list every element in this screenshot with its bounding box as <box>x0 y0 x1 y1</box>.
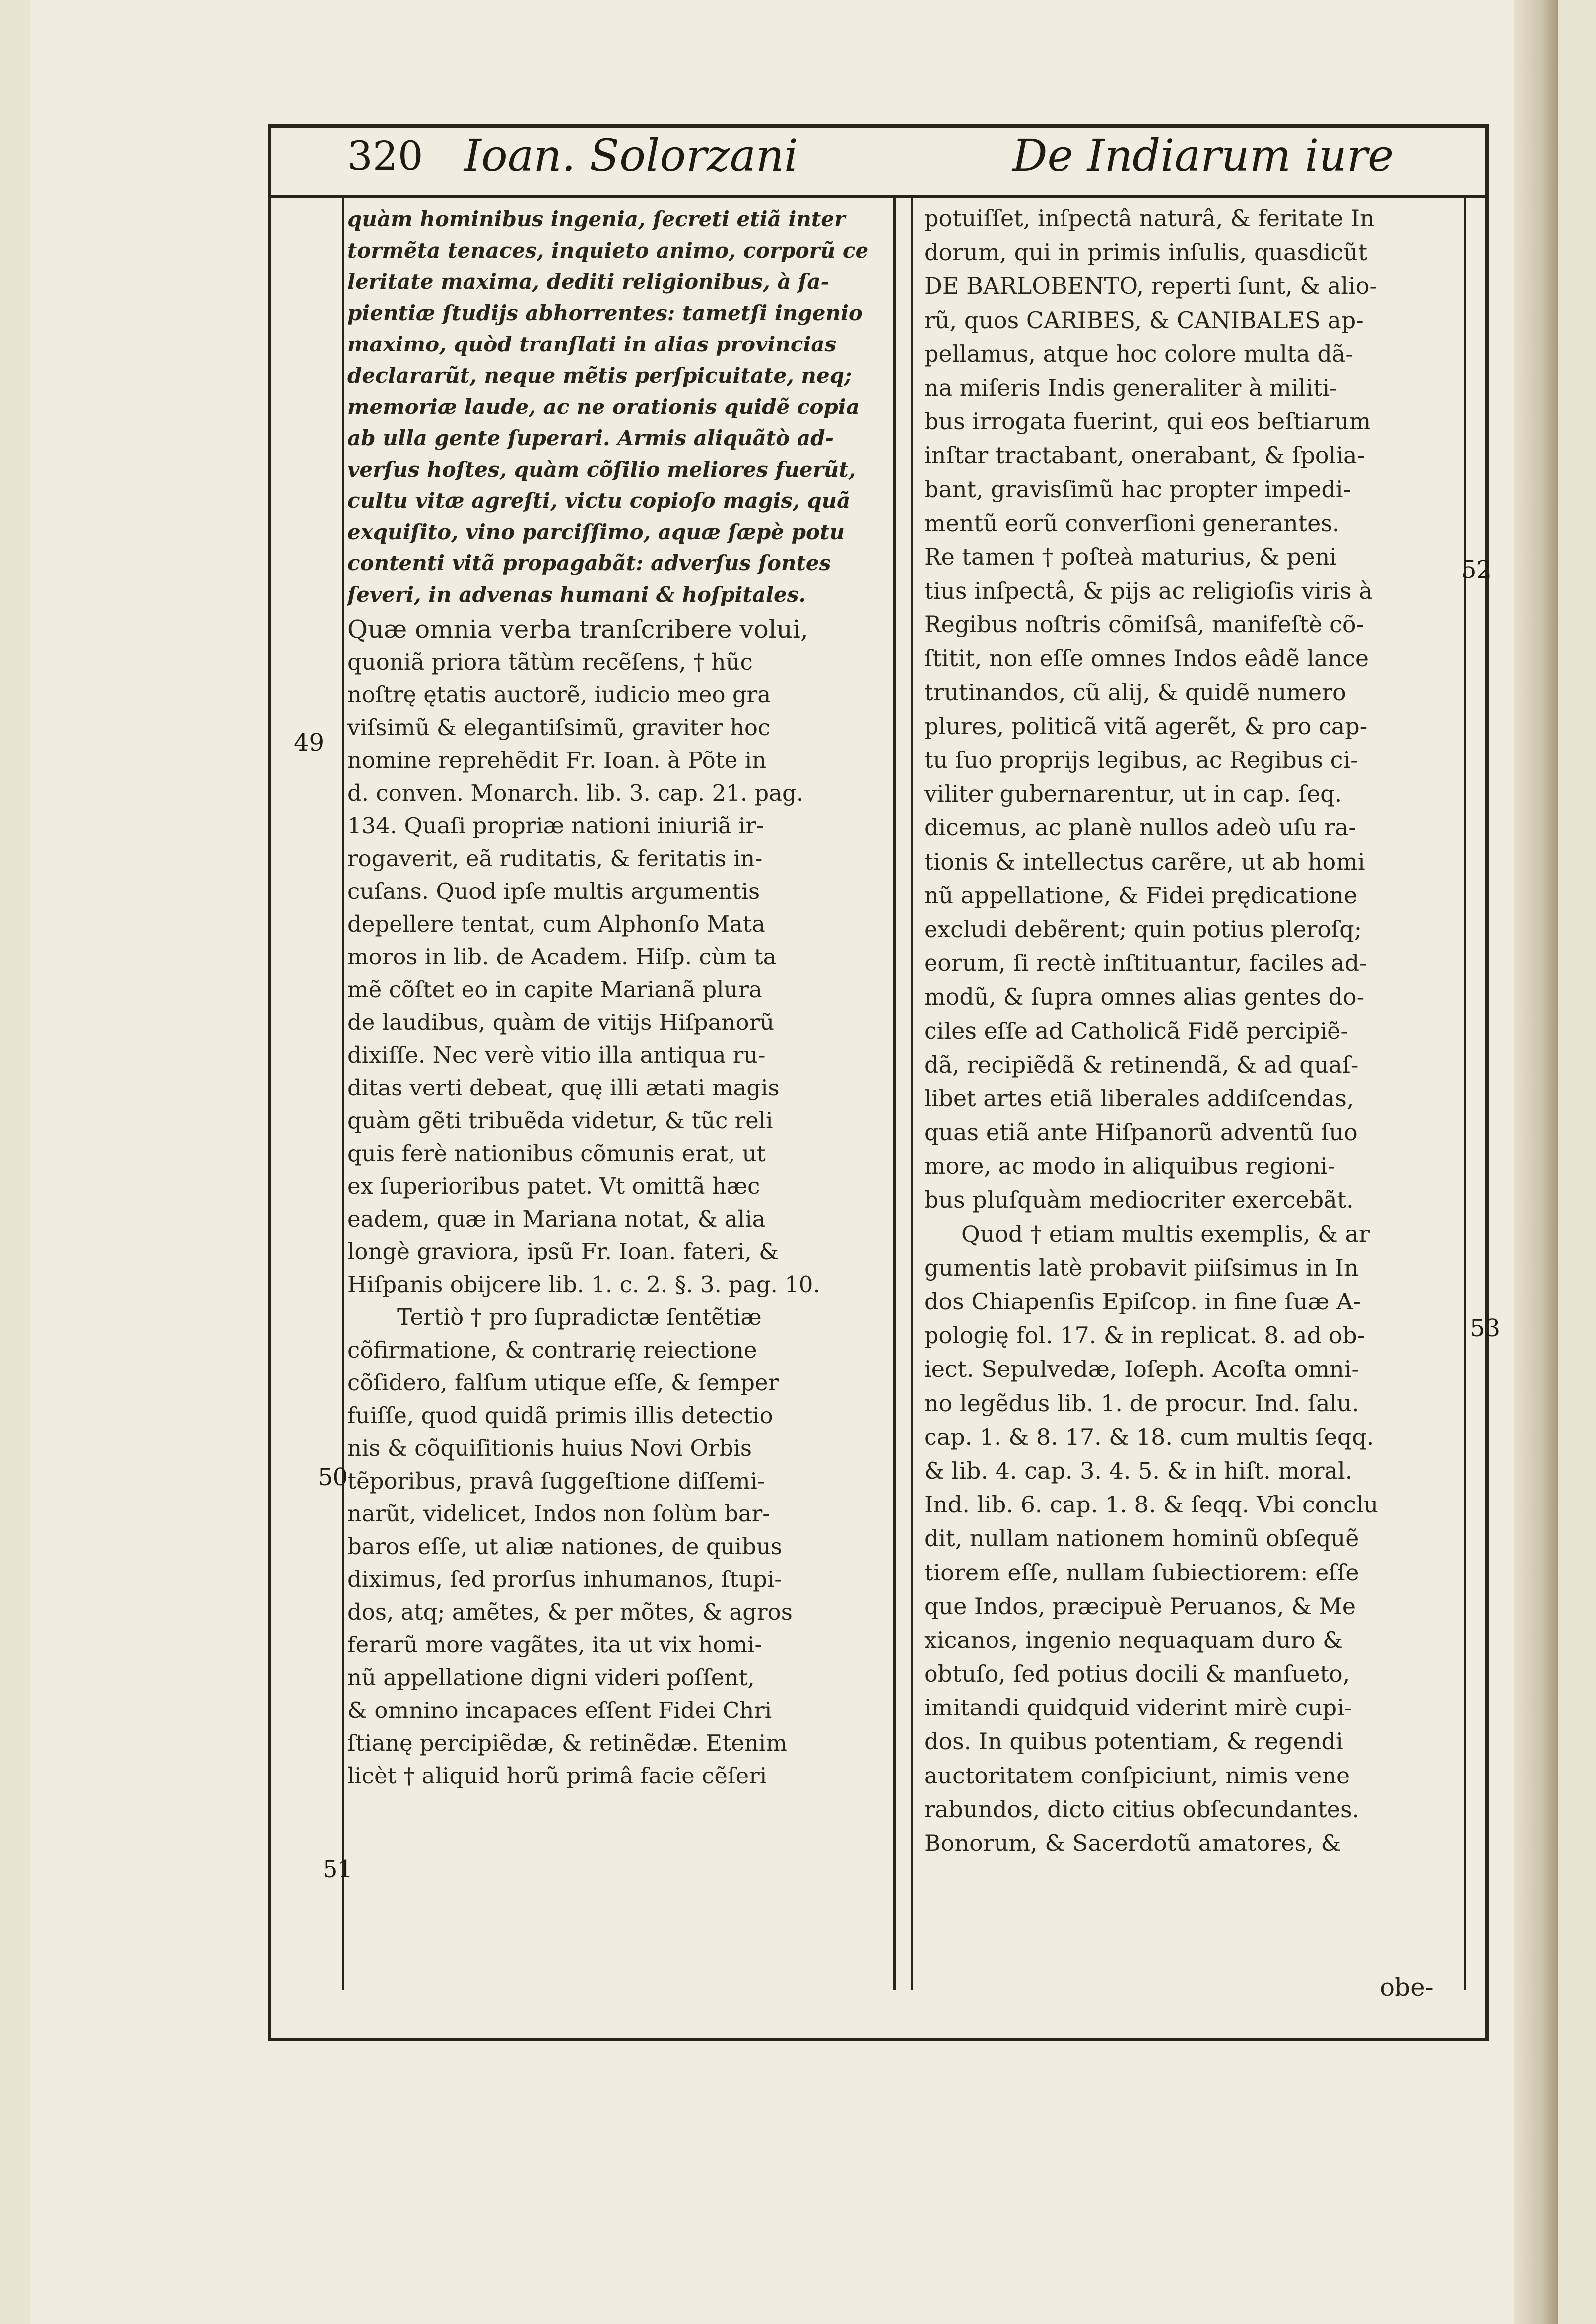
body-line: eadem, quæ in Mariana notat, & alia <box>347 1206 766 1232</box>
quote-line: maximo, quòd tranſlati in alias provincias <box>347 332 837 356</box>
page-number: 320 <box>347 133 423 179</box>
body-line: rũ, quos CARIBES, & CANIBALES ap- <box>924 306 1364 334</box>
body-line: nomine reprehẽdit Fr. Ioan. à Põte in <box>347 747 767 773</box>
body-line: cuſans. Quod ipſe multis argumentis <box>347 878 760 904</box>
body-line: dit, nullam nationem hominũ obſequẽ <box>924 1525 1359 1552</box>
body-line: more, ac modo in aliquibus regioni- <box>924 1153 1335 1180</box>
body-line: nũ appellatione digni videri poſſent, <box>347 1664 755 1691</box>
body-line: ſtianę percipiẽdæ, & retinẽdæ. Etenim <box>347 1730 787 1756</box>
body-line: cõfirmatione, & contrarię reiectione <box>347 1337 757 1363</box>
body-line: noſtrę ętatis auctorẽ, iudicio meo gra <box>347 682 771 708</box>
margin-number-50: 50 <box>318 1463 348 1491</box>
body-line: rabundos, dicto citius obſecundantes. <box>924 1795 1360 1823</box>
body-line: quis ferè nationibus cõmunis erat, ut <box>347 1140 766 1166</box>
body-line: dã, recipiẽdã & retinendã, & ad quaſ- <box>924 1051 1359 1078</box>
body-line: cap. 1. & 8. 17. & 18. cum multis ſeqq. <box>924 1423 1374 1450</box>
body-line: plures, politicã vitã agerẽt, & pro cap- <box>924 712 1368 740</box>
body-line: ciles eſſe ad Catholicã Fidẽ percipiẽ- <box>924 1017 1348 1044</box>
body-line: bus irrogata fuerint, qui eos beſtiarum <box>924 408 1371 435</box>
body-line: longè graviora, ipsũ Fr. Ioan. fateri, & <box>347 1238 779 1265</box>
column-divider-2 <box>911 196 913 1990</box>
body-line: tius inſpectâ, & pijs ac religioſis viris à <box>924 577 1373 605</box>
body-line: ditas verti debeat, quę illi ætati magis <box>347 1075 780 1101</box>
quote-line: quàm hominibus ingenia, ſecreti etiã inter <box>347 207 846 231</box>
body-line: dos Chiapenſis Epiſcop. in fine ſuæ A- <box>924 1288 1361 1315</box>
body-line: dorum, qui in primis inſulis, quasdicũt <box>924 239 1368 266</box>
frame-left-rule <box>268 124 271 2040</box>
body-line: inſtar tractabant, onerabant, & ſpolia- <box>924 442 1365 469</box>
catchword: obe- <box>1380 1973 1434 2002</box>
body-line: bus pluſquàm mediocriter exercebãt. <box>924 1186 1354 1214</box>
body-line: libet artes etiã liberales addiſcendas, <box>924 1085 1354 1112</box>
body-line: auctoritatem conſpiciunt, nimis vene <box>924 1762 1350 1789</box>
body-line: Tertiò † pro ſupradictæ ſentẽtiæ <box>397 1304 762 1330</box>
quote-line: declararũt, neque mẽtis perſpicuitate, neq; <box>347 363 852 388</box>
header-rule <box>268 124 1489 128</box>
body-line: Re tamen † poſteà maturius, & peni <box>924 543 1337 570</box>
quote-line: ſeveri, in advenas humani & hoſpitales. <box>347 582 806 607</box>
body-line: iect. Sepulvedæ, Ioſeph. Acoſta omni- <box>924 1356 1359 1383</box>
quote-line: contenti vitã propagabãt: adverſus ſontes <box>347 551 831 575</box>
body-line: Quæ omnia verba tranſcribere volui, <box>347 615 808 644</box>
body-line: Quod † etiam multis exemplis, & ar <box>961 1220 1370 1247</box>
body-line: narũt, videlicet, Indos non ſolùm bar- <box>347 1501 770 1527</box>
quoted-passage <box>347 204 878 610</box>
body-line: excludi debẽrent; quin potius pleroſq; <box>924 915 1362 943</box>
body-line: quas etiã ante Hiſpanorũ adventũ ſuo <box>924 1119 1358 1146</box>
body-line: viſsimũ & elegantiſsimũ, graviter hoc <box>347 714 771 741</box>
body-line: fuiſſe, quod quidã primis illis detectio <box>347 1402 773 1429</box>
inner-right-rule <box>1464 196 1466 1990</box>
footer-rule <box>268 2038 1489 2041</box>
body-line: gumentis latè probavit piiſsimus in In <box>924 1254 1359 1281</box>
body-line: & omnino incapaces eſſent Fidei Chri <box>347 1697 772 1723</box>
body-line: pologię fol. 17. & in replicat. 8. ad ob- <box>924 1322 1365 1349</box>
book-binding-edge <box>1514 0 1558 2324</box>
body-line: tu ſuo proprijs legibus, ac Regibus ci- <box>924 747 1358 773</box>
body-line: cõſidero, falſum utique eſſe, & ſemper <box>347 1369 779 1396</box>
body-line: na miſeris Indis generaliter à militi- <box>924 374 1337 401</box>
body-line: dos, atq; amẽtes, & per mõtes, & agros <box>347 1599 793 1625</box>
running-head-author: Ioan. Solorzani <box>464 130 798 181</box>
body-line: quàm gẽti tribuẽda videtur, & tũc reli <box>347 1107 773 1134</box>
margin-number-51: 51 <box>323 1855 353 1883</box>
body-line: mẽ cõſtet eo in capite Marianã plura <box>347 976 762 1003</box>
body-line: 134. Quaſi propriæ nationi iniuriã ir- <box>347 813 764 839</box>
body-line: trutinandos, cũ alij, & quidẽ numero <box>924 679 1346 706</box>
body-line: nis & cõquiſitionis huius Novi Orbis <box>347 1435 752 1461</box>
running-head-title: De Indiarum iure <box>1012 130 1394 181</box>
body-line: Regibus noſtris cõmiſsâ, manifeſtè cõ- <box>924 611 1364 638</box>
frame-right-rule <box>1485 124 1489 2040</box>
body-line: dicemus, ac planè nullos adeò uſu ra- <box>924 814 1356 841</box>
body-line: ferarũ more vagãtes, ita ut vix homi- <box>347 1632 762 1658</box>
body-line: d. conven. Monarch. lib. 3. cap. 21. pag. <box>347 780 804 806</box>
left-column <box>347 204 878 1792</box>
body-line: potuiſſet, inſpectâ naturâ, & feritate In <box>924 205 1375 232</box>
body-line: depellere tentat, cum Alphonſo Mata <box>347 911 765 937</box>
body-line: tẽporibus, pravâ ſuggeſtione diſſemi- <box>347 1468 765 1494</box>
body-line: obtuſo, ſed potius docili & manſueto, <box>924 1660 1350 1688</box>
column-divider <box>893 196 896 1990</box>
margin-number-52: 52 <box>1462 556 1492 584</box>
body-line: & lib. 4. cap. 3. 4. 5. & in hiſt. moral. <box>924 1457 1353 1484</box>
body-line: dixiſſe. Nec verè vitio illa antiqua ru- <box>347 1042 766 1068</box>
body-line: dos. In quibus potentiam, & regendi <box>924 1728 1343 1755</box>
header-rule-lower <box>268 195 1489 198</box>
body-line: mentũ eorũ converſioni generantes. <box>924 509 1340 537</box>
body-line: eorum, ſi rectè inſtituantur, faciles ad- <box>924 950 1367 977</box>
body-line: pellamus, atque hoc colore multa dã- <box>924 340 1353 367</box>
body-line: diximus, ſed prorſus inhumanos, ſtupi- <box>347 1566 782 1592</box>
quote-line: ab ulla gente ſuperari. Armis aliquãtò ad- <box>347 426 834 450</box>
body-line: Hiſpanis obijcere lib. 1. c. 2. §. 3. pag. 10. <box>347 1271 820 1298</box>
inner-left-rule <box>342 196 344 1990</box>
body-line: Bonorum, & Sacerdotũ amatores, & <box>924 1830 1341 1856</box>
body-line: imitandi quidquid viderint mirè cupi- <box>924 1694 1352 1721</box>
body-line: no legẽdus lib. 1. de procur. Ind. ſalu. <box>924 1389 1359 1417</box>
body-line: que Indos, præcipuè Peruanos, & Me <box>924 1592 1356 1620</box>
body-line: xicanos, ingenio nequaquam duro & <box>924 1626 1343 1653</box>
body-line: nũ appellatione, & Fidei prędicatione <box>924 882 1358 909</box>
body-line: tiorem eſſe, nullam ſubiectiorem: eſſe <box>924 1559 1359 1586</box>
quote-line: pientiæ ſtudijs abhorrentes: tametſi ingenio <box>347 301 863 325</box>
body-line: modũ, & ſupra omnes alias gentes do- <box>924 983 1365 1011</box>
body-line: moros in lib. de Academ. Hiſp. cùm ta <box>347 944 777 970</box>
body-line: ſtitit, non eſſe omnes Indos eâdẽ lance <box>924 645 1369 672</box>
body-line: viliter gubernarentur, ut in cap. ſeq. <box>924 780 1342 808</box>
body-line: licèt † aliquid horũ primâ facie cẽſeri <box>347 1763 767 1789</box>
body-text <box>347 613 878 1792</box>
margin-number-49: 49 <box>294 729 325 756</box>
quote-line: exquiſito, vino parciſſimo, aquæ ſæpè potu <box>347 520 845 544</box>
quote-line: cultu vitæ agreſti, victu copioſo magis, quã <box>347 488 851 513</box>
margin-number-53: 53 <box>1470 1314 1501 1342</box>
body-line: tionis & intellectus carẽre, ut ab homi <box>924 848 1365 875</box>
body-line: baros eſſe, ut aliæ nationes, de quibus <box>347 1533 782 1560</box>
quote-line: tormẽta tenaces, inquieto animo, corporũ ce <box>347 238 869 263</box>
body-line: Ind. lib. 6. cap. 1. 8. & ſeqq. Vbi conclu <box>924 1491 1379 1518</box>
body-line: de laudibus, quàm de vitijs Hiſpanorũ <box>347 1009 775 1035</box>
quote-line: verſus hoſtes, quàm cõſilio meliores fuerũt, <box>347 457 856 481</box>
quote-line: leritate maxima, dediti religionibus, à ſa- <box>347 270 829 294</box>
quote-line: memoriæ laude, ac ne orationis quidẽ copia <box>347 395 860 419</box>
body-line: quoniã priora tãtùm recẽſens, † hũc <box>347 649 753 675</box>
right-column <box>924 202 1458 1860</box>
body-line: rogaverit, eã ruditatis, & feritatis in- <box>347 845 763 872</box>
body-line: bant, gravisſimũ hac propter impedi- <box>924 476 1351 503</box>
body-line: DE BARLOBENTO, reperti ſunt, & alio- <box>924 273 1377 300</box>
body-line: ex ſuperioribus patet. Vt omittã hæc <box>347 1173 760 1199</box>
